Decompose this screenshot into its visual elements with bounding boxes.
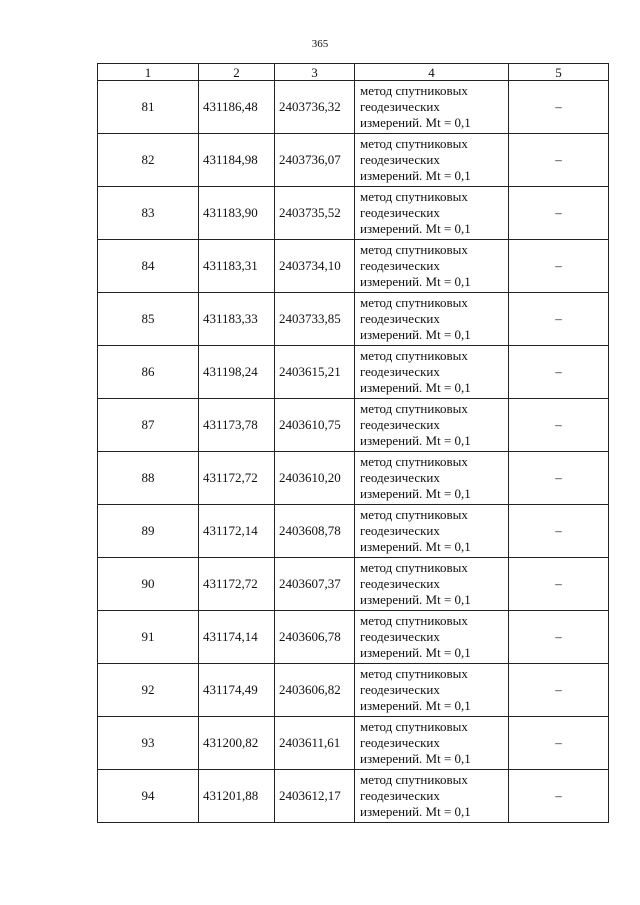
- method-cell: [355, 240, 509, 293]
- method-line: измерений. Mt = 0,1: [360, 274, 471, 289]
- x-coordinate-cell: 431174,14: [199, 611, 275, 664]
- y-coordinate-cell: 2403733,85: [275, 293, 355, 346]
- method-line: метод спутниковых: [360, 295, 468, 310]
- coordinates-table: [97, 63, 609, 823]
- x-coordinate-cell: 431183,90: [199, 187, 275, 240]
- table-row: [98, 346, 609, 399]
- x-coordinate-cell: 431186,48: [199, 81, 275, 134]
- y-coordinate-cell: 2403736,07: [275, 134, 355, 187]
- method-line: метод спутниковых: [360, 560, 468, 575]
- y-coordinate-cell: 2403612,17: [275, 770, 355, 823]
- x-coordinate-cell: 431172,14: [199, 505, 275, 558]
- x-coordinate-cell: 431183,31: [199, 240, 275, 293]
- point-number-cell: 84: [98, 240, 199, 293]
- method-line: измерений. Mt = 0,1: [360, 698, 471, 713]
- method-cell: [355, 611, 509, 664]
- note-cell: –: [509, 717, 609, 770]
- method-line: геодезических: [360, 576, 440, 591]
- y-coordinate-cell: 2403606,78: [275, 611, 355, 664]
- note-cell: –: [509, 611, 609, 664]
- y-coordinate-cell: 2403610,75: [275, 399, 355, 452]
- y-coordinate-cell: 2403607,37: [275, 558, 355, 611]
- method-line: метод спутниковых: [360, 136, 468, 151]
- point-number-cell: 89: [98, 505, 199, 558]
- point-number-cell: 87: [98, 399, 199, 452]
- column-header-3: 3: [275, 64, 355, 81]
- note-cell: –: [509, 505, 609, 558]
- method-line: метод спутниковых: [360, 242, 468, 257]
- method-line: измерений. Mt = 0,1: [360, 645, 471, 660]
- method-line: измерений. Mt = 0,1: [360, 486, 471, 501]
- x-coordinate-cell: 431174,49: [199, 664, 275, 717]
- method-line: метод спутниковых: [360, 83, 468, 98]
- table-row: [98, 558, 609, 611]
- point-number-cell: 94: [98, 770, 199, 823]
- method-cell: [355, 134, 509, 187]
- method-line: измерений. Mt = 0,1: [360, 539, 471, 554]
- table-header-row: [98, 64, 609, 81]
- note-cell: –: [509, 399, 609, 452]
- method-line: геодезических: [360, 788, 440, 803]
- method-cell: [355, 717, 509, 770]
- method-line: метод спутниковых: [360, 613, 468, 628]
- x-coordinate-cell: 431172,72: [199, 452, 275, 505]
- y-coordinate-cell: 2403611,61: [275, 717, 355, 770]
- note-cell: –: [509, 770, 609, 823]
- method-line: геодезических: [360, 417, 440, 432]
- column-header-1: 1: [98, 64, 199, 81]
- method-line: измерений. Mt = 0,1: [360, 592, 471, 607]
- method-line: измерений. Mt = 0,1: [360, 115, 471, 130]
- table-row: [98, 293, 609, 346]
- note-cell: –: [509, 240, 609, 293]
- x-coordinate-cell: 431184,98: [199, 134, 275, 187]
- method-cell: [355, 399, 509, 452]
- method-cell: [355, 452, 509, 505]
- note-cell: –: [509, 81, 609, 134]
- table-row: [98, 717, 609, 770]
- method-line: геодезических: [360, 364, 440, 379]
- method-line: метод спутниковых: [360, 348, 468, 363]
- point-number-cell: 83: [98, 187, 199, 240]
- point-number-cell: 85: [98, 293, 199, 346]
- method-line: геодезических: [360, 470, 440, 485]
- page-number: 365: [311, 38, 329, 50]
- y-coordinate-cell: 2403610,20: [275, 452, 355, 505]
- y-coordinate-cell: 2403615,21: [275, 346, 355, 399]
- y-coordinate-cell: 2403736,32: [275, 81, 355, 134]
- table-row: [98, 187, 609, 240]
- method-cell: [355, 505, 509, 558]
- table-row: [98, 240, 609, 293]
- note-cell: –: [509, 134, 609, 187]
- method-cell: [355, 558, 509, 611]
- method-line: геодезических: [360, 523, 440, 538]
- y-coordinate-cell: 2403608,78: [275, 505, 355, 558]
- point-number-cell: 88: [98, 452, 199, 505]
- point-number-cell: 86: [98, 346, 199, 399]
- y-coordinate-cell: 2403734,10: [275, 240, 355, 293]
- method-cell: [355, 187, 509, 240]
- table-row: [98, 134, 609, 187]
- method-line: измерений. Mt = 0,1: [360, 380, 471, 395]
- y-coordinate-cell: 2403606,82: [275, 664, 355, 717]
- note-cell: –: [509, 664, 609, 717]
- note-cell: –: [509, 187, 609, 240]
- method-line: геодезических: [360, 258, 440, 273]
- x-coordinate-cell: 431201,88: [199, 770, 275, 823]
- method-line: геодезических: [360, 735, 440, 750]
- column-header-4: 4: [355, 64, 509, 81]
- table-row: [98, 81, 609, 134]
- point-number-cell: 82: [98, 134, 199, 187]
- method-line: геодезических: [360, 682, 440, 697]
- method-line: геодезических: [360, 205, 440, 220]
- x-coordinate-cell: 431200,82: [199, 717, 275, 770]
- method-line: метод спутниковых: [360, 189, 468, 204]
- method-line: измерений. Mt = 0,1: [360, 751, 471, 766]
- method-cell: [355, 664, 509, 717]
- method-line: геодезических: [360, 99, 440, 114]
- point-number-cell: 92: [98, 664, 199, 717]
- method-line: метод спутниковых: [360, 666, 468, 681]
- note-cell: –: [509, 293, 609, 346]
- method-cell: [355, 770, 509, 823]
- method-line: геодезических: [360, 311, 440, 326]
- table-row: [98, 452, 609, 505]
- point-number-cell: 91: [98, 611, 199, 664]
- method-line: измерений. Mt = 0,1: [360, 327, 471, 342]
- table-row: [98, 770, 609, 823]
- table-row: [98, 505, 609, 558]
- method-line: метод спутниковых: [360, 507, 468, 522]
- method-line: измерений. Mt = 0,1: [360, 433, 471, 448]
- y-coordinate-cell: 2403735,52: [275, 187, 355, 240]
- note-cell: –: [509, 346, 609, 399]
- point-number-cell: 81: [98, 81, 199, 134]
- x-coordinate-cell: 431172,72: [199, 558, 275, 611]
- method-cell: [355, 293, 509, 346]
- table-body: [98, 81, 609, 823]
- method-line: геодезических: [360, 152, 440, 167]
- column-header-5: 5: [509, 64, 609, 81]
- method-line: измерений. Mt = 0,1: [360, 168, 471, 183]
- point-number-cell: 90: [98, 558, 199, 611]
- x-coordinate-cell: 431173,78: [199, 399, 275, 452]
- table-row: [98, 664, 609, 717]
- point-number-cell: 93: [98, 717, 199, 770]
- method-line: измерений. Mt = 0,1: [360, 804, 471, 819]
- table-row: [98, 611, 609, 664]
- x-coordinate-cell: 431198,24: [199, 346, 275, 399]
- x-coordinate-cell: 431183,33: [199, 293, 275, 346]
- note-cell: –: [509, 558, 609, 611]
- method-line: геодезических: [360, 629, 440, 644]
- column-header-2: 2: [199, 64, 275, 81]
- method-cell: [355, 81, 509, 134]
- method-cell: [355, 346, 509, 399]
- method-line: метод спутниковых: [360, 401, 468, 416]
- method-line: метод спутниковых: [360, 719, 468, 734]
- method-line: метод спутниковых: [360, 772, 468, 787]
- note-cell: –: [509, 452, 609, 505]
- method-line: измерений. Mt = 0,1: [360, 221, 471, 236]
- method-line: метод спутниковых: [360, 454, 468, 469]
- table-row: [98, 399, 609, 452]
